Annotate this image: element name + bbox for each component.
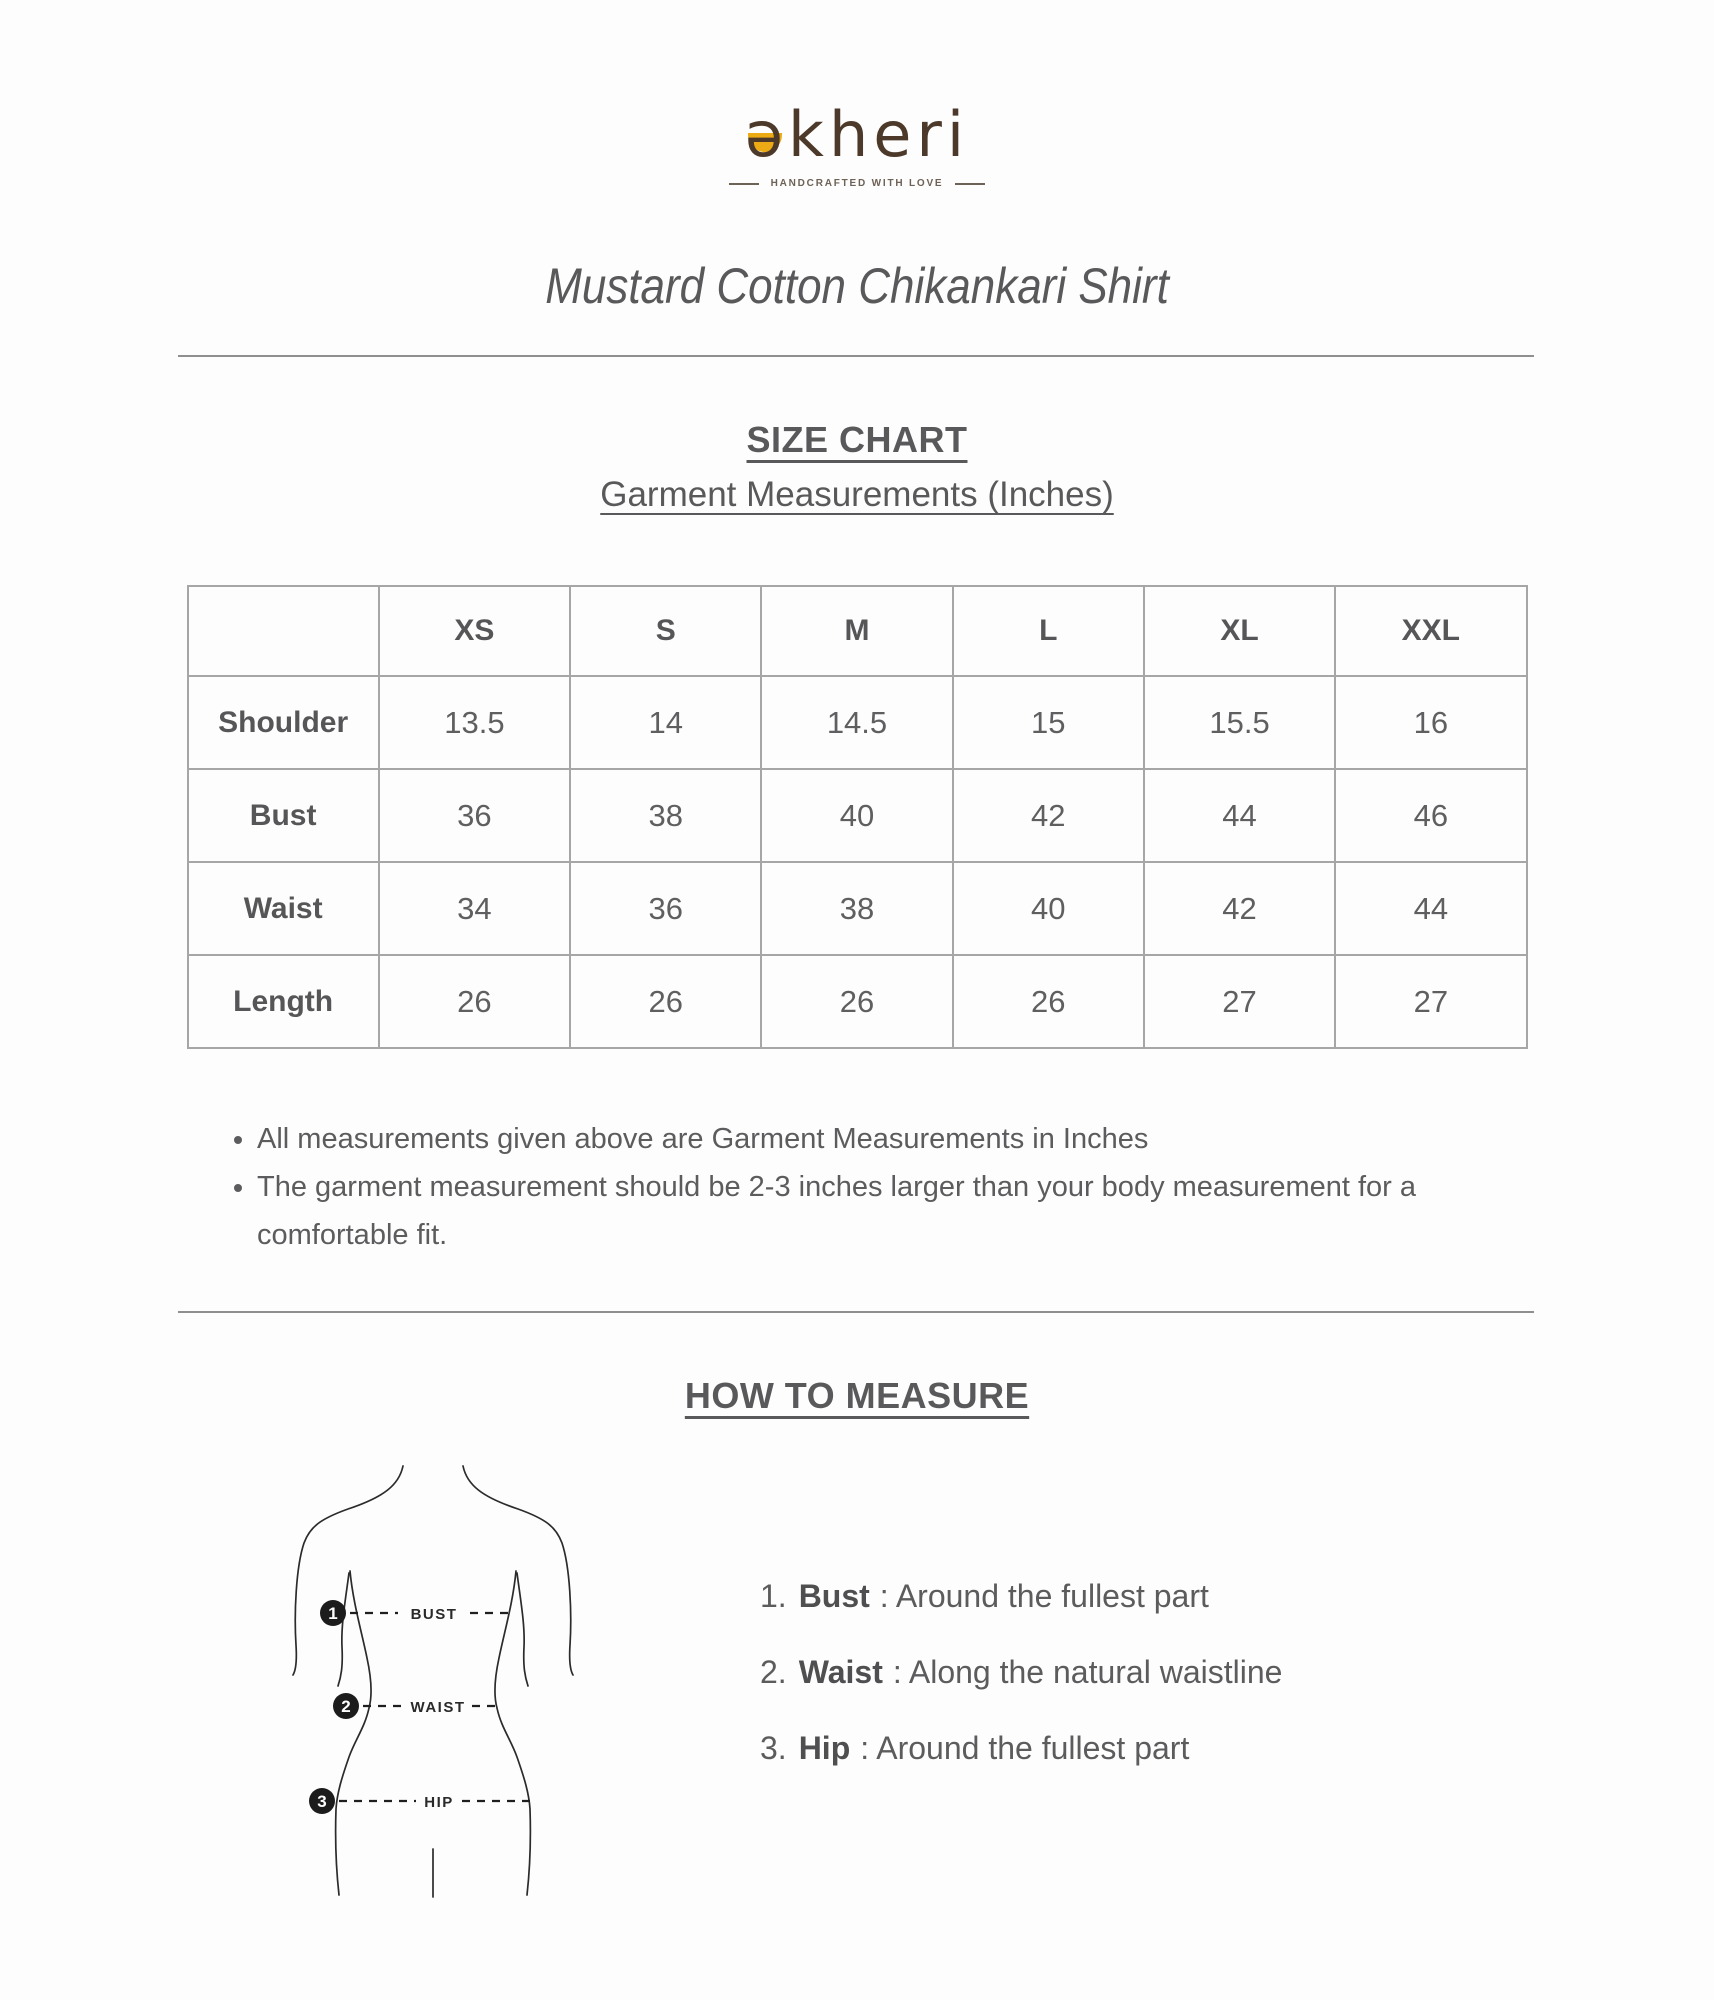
value-cell: 14 xyxy=(570,676,761,769)
hip-label: HIP xyxy=(424,1794,454,1811)
note-item: • The garment measurement should be 2-3 inches larger than your body measurement for a comfortable fit. xyxy=(257,1163,1472,1259)
value-cell: 44 xyxy=(1144,769,1335,862)
value-cell: 44 xyxy=(1335,862,1526,955)
value-cell: 34 xyxy=(379,862,570,955)
row-label: Waist xyxy=(188,862,379,955)
value-cell: 46 xyxy=(1335,769,1526,862)
notes-list xyxy=(257,1115,1472,1259)
table-header-row xyxy=(188,586,1527,676)
size-column-header-l: L xyxy=(953,586,1144,676)
table-row-bust xyxy=(188,769,1527,862)
logo-rest: kheri xyxy=(788,98,970,171)
value-cell: 15 xyxy=(953,676,1144,769)
step-description: : Along the natural waistline xyxy=(892,1654,1283,1690)
brand-tagline xyxy=(0,178,1714,189)
bust-label: BUST xyxy=(410,1606,458,1623)
brand-logo xyxy=(0,0,1714,189)
tagline-dash-left xyxy=(729,183,759,185)
size-column-header-xs: XS xyxy=(379,586,570,676)
row-label: Shoulder xyxy=(188,676,379,769)
waist-marker-number: 2 xyxy=(341,1697,351,1716)
hip-marker-number: 3 xyxy=(317,1792,327,1811)
torso-outline xyxy=(293,1466,573,1897)
value-cell: 40 xyxy=(953,862,1144,955)
step-term: Hip xyxy=(798,1730,851,1766)
value-cell: 27 xyxy=(1335,955,1526,1048)
row-label: Length xyxy=(188,955,379,1048)
value-cell: 40 xyxy=(761,769,952,862)
waist-label: WAIST xyxy=(410,1699,466,1716)
note-item: • All measurements given above are Garment Measurements in Inches xyxy=(257,1115,1472,1163)
how-to-measure-section xyxy=(0,1463,1714,1983)
value-cell: 26 xyxy=(379,955,570,1048)
step-number: 2. xyxy=(760,1654,787,1690)
left-inner-arm xyxy=(338,1573,349,1686)
value-cell: 36 xyxy=(570,862,761,955)
tagline-dash-right xyxy=(955,183,985,185)
size-column-header-xl: XL xyxy=(1144,586,1335,676)
value-cell: 26 xyxy=(953,955,1144,1048)
right-inner-arm xyxy=(517,1573,528,1686)
table-row-shoulder xyxy=(188,676,1527,769)
corner-cell xyxy=(188,586,379,676)
right-neck-shoulder-arm xyxy=(463,1466,573,1675)
left-neck-shoulder-arm xyxy=(293,1466,403,1675)
step-number: 1. xyxy=(760,1578,787,1614)
step-item-waist xyxy=(760,1651,1282,1693)
table-row-waist xyxy=(188,862,1527,955)
step-item-hip xyxy=(760,1727,1282,1769)
step-number: 3. xyxy=(760,1730,787,1766)
body-measurement-diagram xyxy=(200,1463,620,1983)
divider-top xyxy=(178,355,1534,357)
size-column-header-xxl: XXL xyxy=(1335,586,1526,676)
step-term: Bust xyxy=(798,1578,870,1614)
size-chart-subheading: Garment Measurements (Inches) xyxy=(600,475,1114,514)
brand-logo-text xyxy=(744,98,970,171)
logo-schwa-glyph: ə xyxy=(744,98,789,171)
size-chart-table xyxy=(187,585,1528,1049)
bust-marker-number: 1 xyxy=(328,1604,338,1623)
value-cell: 26 xyxy=(570,955,761,1048)
value-cell: 38 xyxy=(761,862,952,955)
size-column-header-s: S xyxy=(570,586,761,676)
tagline-text: HANDCRAFTED WITH LOVE xyxy=(770,178,944,189)
right-body-side xyxy=(495,1571,530,1895)
value-cell: 13.5 xyxy=(379,676,570,769)
step-description: : Around the fullest part xyxy=(879,1578,1209,1614)
step-description: : Around the fullest part xyxy=(860,1730,1190,1766)
size-chart-heading: SIZE CHART xyxy=(746,419,968,460)
measure-steps-list xyxy=(760,1575,1282,1803)
step-item-bust xyxy=(760,1575,1282,1617)
value-cell: 16 xyxy=(1335,676,1526,769)
value-cell: 15.5 xyxy=(1144,676,1335,769)
step-term: Waist xyxy=(798,1654,883,1690)
how-to-measure-heading: HOW TO MEASURE xyxy=(684,1375,1030,1416)
value-cell: 27 xyxy=(1144,955,1335,1048)
row-label: Bust xyxy=(188,769,379,862)
value-cell: 42 xyxy=(953,769,1144,862)
value-cell: 42 xyxy=(1144,862,1335,955)
product-title: Mustard Cotton Chikankari Shirt xyxy=(545,258,1169,314)
value-cell: 36 xyxy=(379,769,570,862)
size-column-header-m: M xyxy=(761,586,952,676)
divider-bottom xyxy=(178,1311,1534,1313)
value-cell: 26 xyxy=(761,955,952,1048)
value-cell: 14.5 xyxy=(761,676,952,769)
value-cell: 38 xyxy=(570,769,761,862)
table-row-length xyxy=(188,955,1527,1048)
